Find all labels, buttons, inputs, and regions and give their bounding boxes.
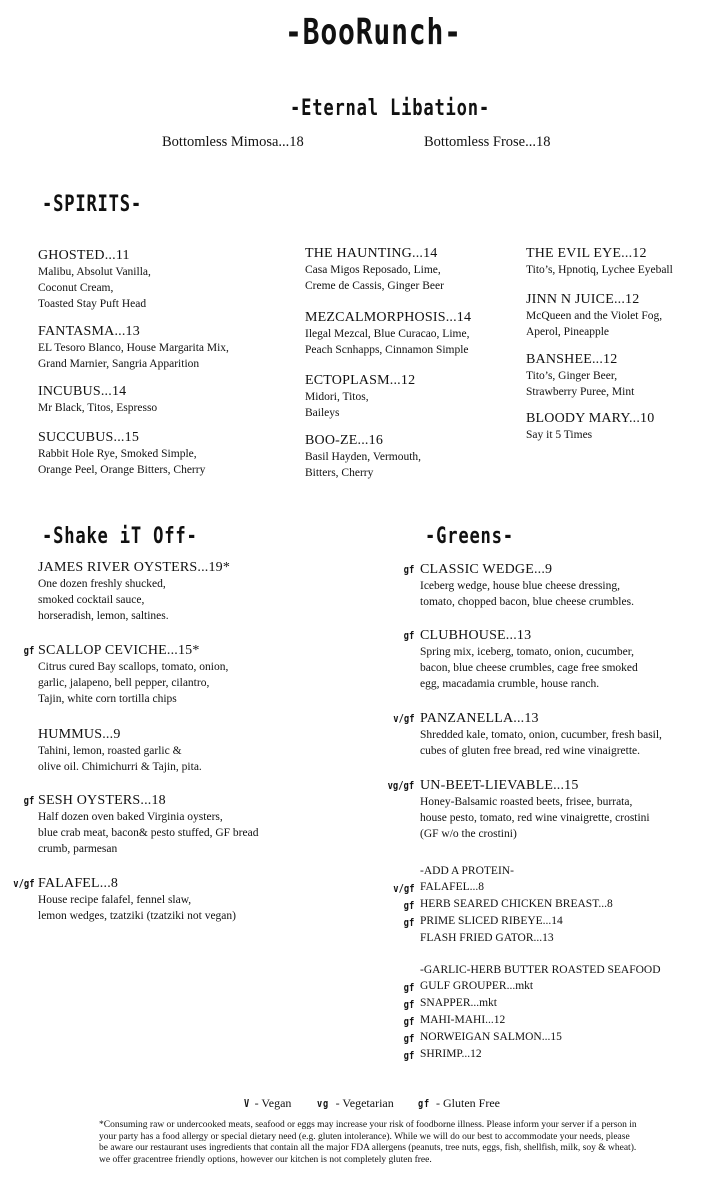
diet-tag: gf xyxy=(403,1049,414,1062)
libation-item-frose: Bottomless Frose...18 xyxy=(424,134,551,150)
spirit-description-line: Bitters, Cherry xyxy=(305,467,374,479)
menu-title: -BooRunch- xyxy=(285,12,462,53)
spirit-name: GHOSTED...11 xyxy=(38,248,130,263)
spirit-description-line: Baileys xyxy=(305,407,340,419)
addon-text: FLASH FRIED GATOR...13 xyxy=(420,932,554,944)
diet-tag: gf xyxy=(403,981,414,994)
diet-tag: gf xyxy=(403,629,414,642)
diet-tag: gf xyxy=(403,1015,414,1028)
diet-tag: gf xyxy=(403,563,414,576)
vegetarian-legend-text: - Vegetarian xyxy=(335,1096,394,1110)
item-description-line: lemon wedges, tzatziki (tzatziki not vegan) xyxy=(38,910,236,922)
allergen-footnote: *Consuming raw or undercooked meats, seafood or eggs may increase your risk of foodborne illness. Please inform your server if a person in your party has a food allergy or special dietary need (e.g. gluten intolerance). While we will do our best to accommodate your needs, please be aware our restaurant uses ingredients that contain all the major FDA allergens (peanuts, tree nuts, eggs, fish, shellfish, milk, soy & wheat). we offer gracentree friendly options, however our kitchen is not completely gluten free. xyxy=(99,1120,637,1165)
spirit-name: ECTOPLASM...12 xyxy=(305,373,416,388)
spirit-description-line: Coconut Cream, xyxy=(38,282,114,294)
menu-item xyxy=(0,711,720,759)
gluten-free-legend-text: - Gluten Free xyxy=(436,1096,500,1110)
vegetarian-mark: vg xyxy=(317,1097,330,1110)
spirit-item xyxy=(38,248,268,312)
addon-item xyxy=(0,879,660,896)
item-name: CLASSIC WEDGE...9 xyxy=(420,562,553,577)
spirit-name: MEZCALMORPHOSIS...14 xyxy=(305,310,472,325)
spirit-description-line: Peach Scnhapps, Cinnamon Simple xyxy=(305,344,469,356)
spirit-item xyxy=(38,384,268,416)
spirit-name: INCUBUS...14 xyxy=(38,384,127,399)
shake-it-off-heading: -Shake iT Off- xyxy=(42,524,198,549)
spirit-description-line: Say it 5 Times xyxy=(526,429,593,441)
item-description-line: Tahini, lemon, roasted garlic & xyxy=(38,745,182,757)
spirit-name: FANTASMA...13 xyxy=(38,324,140,339)
vegan-legend-text: - Vegan xyxy=(254,1096,292,1110)
addon-item xyxy=(0,896,660,913)
spirit-description-line: Midori, Titos, xyxy=(305,391,369,403)
addon-text: SNAPPER...mkt xyxy=(420,997,498,1009)
addon-item xyxy=(0,995,660,1012)
item-description-line: egg, macadamia crumble, house ranch. xyxy=(420,678,600,690)
spirit-description-line: Tito’s, Ginger Beer, xyxy=(526,370,618,382)
spirit-item xyxy=(526,246,728,278)
menu-item xyxy=(0,562,720,610)
spirit-item xyxy=(38,430,268,478)
spirit-description-line: Casa Migos Reposado, Lime, xyxy=(305,264,441,276)
spirit-name: SUCCUBUS...15 xyxy=(38,430,140,445)
diet-tag: gf xyxy=(403,998,414,1011)
spirit-name: BANSHEE...12 xyxy=(526,352,618,367)
spirit-name: BLOODY MARY...10 xyxy=(526,411,655,426)
item-name: HUMMUS...9 xyxy=(38,727,121,742)
libation-item-mimosa: Bottomless Mimosa...18 xyxy=(162,134,304,150)
spirit-description-line: EL Tesoro Blanco, House Margarita Mix, xyxy=(38,342,229,354)
spirit-description-line: Mr Black, Titos, Espresso xyxy=(38,402,158,414)
spirit-item xyxy=(305,246,535,294)
item-description-line: cubes of gluten free bread, red wine vinaigrette. xyxy=(420,745,640,757)
diet-tag: vg/gf xyxy=(387,779,414,792)
spirit-description-line: McQueen and the Violet Fog, xyxy=(526,310,663,322)
spirit-description-line: Rabbit Hole Rye, Smoked Simple, xyxy=(38,448,197,460)
spirit-description-line: Creme de Cassis, Ginger Beer xyxy=(305,280,444,292)
item-description-line: bacon, blue cheese crumbles, cage free smoked xyxy=(420,662,638,674)
spirit-name: THE HAUNTING...14 xyxy=(305,246,438,261)
diet-tag: gf xyxy=(403,899,414,912)
menu-item xyxy=(0,628,720,692)
item-description-line: garlic, jalapeno, bell pepper, cilantro, xyxy=(38,677,210,689)
item-description-line: olive oil. Chimichurri & Tajin, pita. xyxy=(38,761,202,773)
spirit-item xyxy=(305,310,535,358)
item-description-line: horseradish, lemon, saltines. xyxy=(38,610,169,622)
addon-text: PRIME SLICED RIBEYE...14 xyxy=(420,915,563,927)
item-name: UN-BEET-LIEVABLE...15 xyxy=(420,778,579,793)
spirit-name: THE EVIL EYE...12 xyxy=(526,246,647,261)
item-description-line: Shredded kale, tomato, onion, cucumber, fresh basil, xyxy=(420,729,662,741)
addon-text: GULF GROUPER...mkt xyxy=(420,980,534,992)
item-description-line: blue crab meat, bacon& pesto stuffed, GF bread xyxy=(38,827,259,839)
addon-item xyxy=(0,1046,660,1063)
spirit-item xyxy=(526,292,728,340)
item-description-line: tomato, chopped bacon, blue cheese crumbles. xyxy=(420,596,634,608)
item-description-line: Citrus cured Bay scallops, tomato, onion, xyxy=(38,661,229,673)
item-description-line: house pesto, tomato, red wine vinaigrette, crostini xyxy=(420,812,650,824)
item-description-line: Half dozen oven baked Virginia oysters, xyxy=(38,811,223,823)
item-description-line: Tajin, white corn tortilla chips xyxy=(38,693,177,705)
spirit-description-line: Grand Marnier, Sangria Apparition xyxy=(38,358,200,370)
eternal-libation-heading: -Eternal Libation- xyxy=(290,96,491,121)
gluten-free-mark: gf xyxy=(417,1097,430,1110)
legend xyxy=(244,1096,500,1111)
item-name: SCALLOP CEVICHE...15* xyxy=(38,643,200,658)
spirit-name: BOO-ZE...16 xyxy=(305,433,384,448)
item-description-line: Spring mix, iceberg, tomato, onion, cucumber, xyxy=(420,646,634,658)
item-description-line: smoked cocktail sauce, xyxy=(38,594,145,606)
vegan-mark: V xyxy=(244,1097,250,1110)
spirit-item xyxy=(38,324,268,372)
spirit-name: JINN N JUICE...12 xyxy=(526,292,640,307)
spirit-item xyxy=(305,433,535,481)
spirit-description-line: Basil Hayden, Vermouth, xyxy=(305,451,422,463)
item-description-line: House recipe falafel, fennel slaw, xyxy=(38,894,192,906)
item-name: JAMES RIVER OYSTERS...19* xyxy=(38,560,231,575)
diet-tag: gf xyxy=(403,916,414,929)
addon-text: SHRIMP...12 xyxy=(420,1048,482,1060)
spirit-description-line: Malibu, Absolut Vanilla, xyxy=(38,266,151,278)
addon-item xyxy=(0,978,660,995)
addon-text: HERB SEARED CHICKEN BREAST...8 xyxy=(420,898,613,910)
item-name: CLUBHOUSE...13 xyxy=(420,628,532,643)
addon-item xyxy=(0,930,660,947)
spirit-description-line: Ilegal Mezcal, Blue Curacao, Lime, xyxy=(305,328,470,340)
item-description-line: Iceberg wedge, house blue cheese dressing, xyxy=(420,580,621,592)
item-name: FALAFEL...8 xyxy=(38,876,119,891)
seafood-heading: -GARLIC-HERB BUTTER ROASTED SEAFOOD xyxy=(420,964,661,976)
spirit-description-line: Tito’s, Hpnotiq, Lychee Eyeball xyxy=(526,264,673,276)
spirit-item xyxy=(526,352,728,400)
item-name: PANZANELLA...13 xyxy=(420,711,539,726)
spirit-description-line: Strawberry Puree, Mint xyxy=(526,386,635,398)
greens-heading: -Greens- xyxy=(425,524,514,549)
item-description-line: (GF w/o the crostini) xyxy=(420,828,517,840)
spirit-item xyxy=(305,373,535,421)
addon-text: NORWEIGAN SALMON...15 xyxy=(420,1031,562,1043)
addon-item xyxy=(0,1029,660,1046)
spirit-description-line: Orange Peel, Orange Bitters, Cherry xyxy=(38,464,206,476)
spirits-heading: -SPIRITS- xyxy=(42,192,143,217)
item-description-line: Honey-Balsamic roasted beets, frisee, burrata, xyxy=(420,796,633,808)
diet-tag: gf xyxy=(403,1032,414,1045)
spirit-description-line: Toasted Stay Puft Head xyxy=(38,298,147,310)
addon-item xyxy=(0,1012,660,1029)
diet-tag: gf xyxy=(23,644,34,657)
spirit-item xyxy=(526,411,728,443)
item-name: SESH OYSTERS...18 xyxy=(38,793,166,808)
addon-item xyxy=(0,913,660,930)
diet-tag: v/gf xyxy=(392,712,414,725)
addon-text: MAHI-MAHI...12 xyxy=(420,1014,506,1026)
diet-tag: v/gf xyxy=(12,877,34,890)
diet-tag: gf xyxy=(23,794,34,807)
spirit-description-line: Aperol, Pineapple xyxy=(526,326,610,338)
diet-tag: v/gf xyxy=(392,882,414,895)
add-protein-heading: -ADD A PROTEIN- xyxy=(420,865,514,877)
menu-item xyxy=(0,778,720,842)
item-description-line: crumb, parmesan xyxy=(38,843,118,855)
item-description-line: One dozen freshly shucked, xyxy=(38,578,166,590)
addon-text: FALAFEL...8 xyxy=(420,881,484,893)
